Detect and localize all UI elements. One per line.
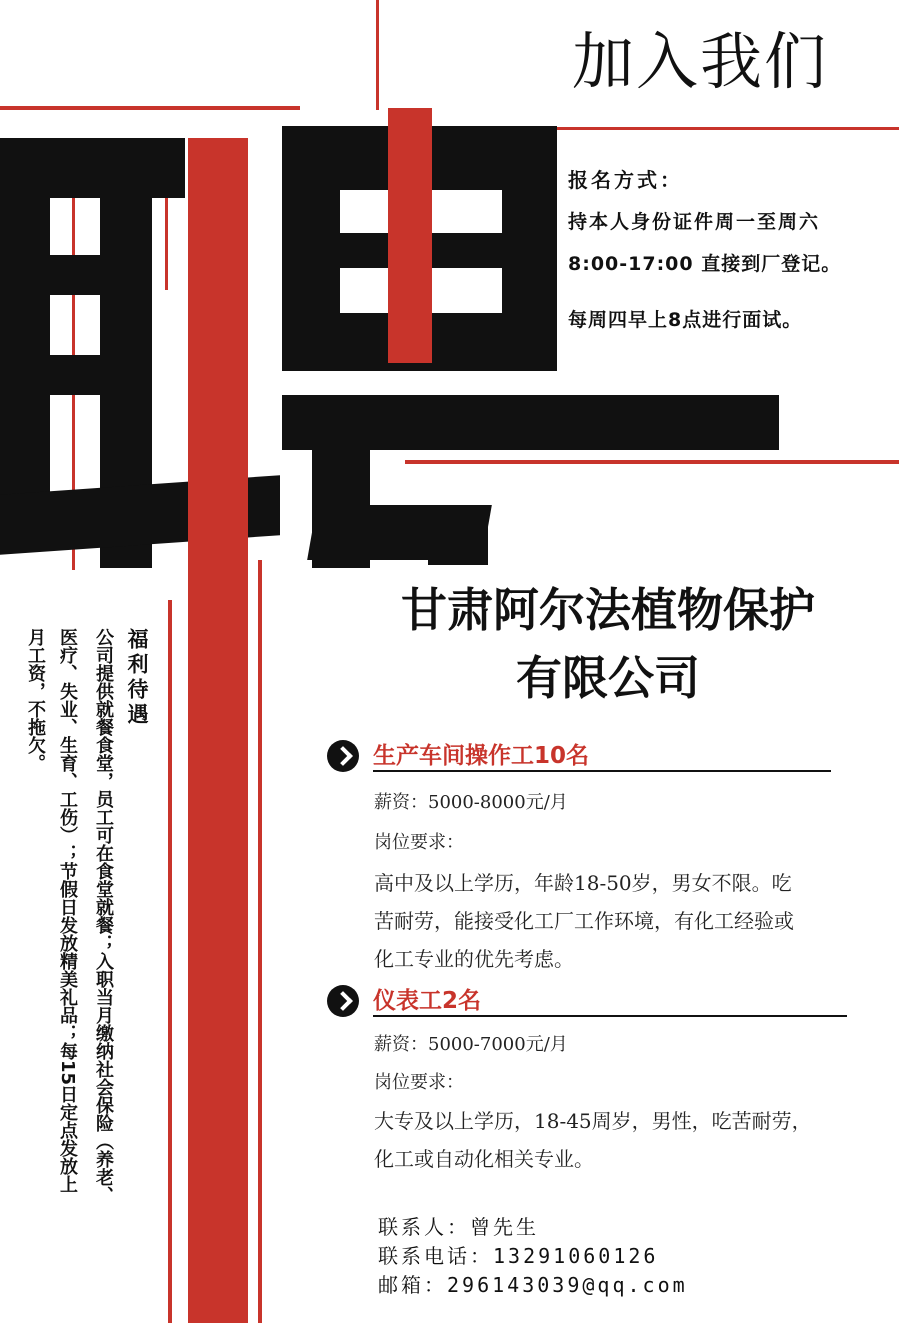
glyph-window xyxy=(430,190,502,233)
glyph-stroke xyxy=(428,505,488,565)
benefits-col2: 医疗、失业、生育、工伤）；节假日发放精美礼品；每15日定点发放上 xyxy=(57,628,78,1194)
glyph-stroke xyxy=(50,355,100,395)
registration-label: 报名方式： xyxy=(568,168,683,192)
job-title: 仪表工2名 xyxy=(373,988,482,1014)
job-salary: 薪资：5000-8000元/月 xyxy=(374,792,568,813)
red-bar-left xyxy=(188,138,248,1323)
job-section xyxy=(327,740,847,772)
chevron-right-icon xyxy=(327,985,359,1017)
red-bar-center xyxy=(388,108,432,363)
registration-line: 8:00-17:00 直接到厂登记。 xyxy=(568,253,842,275)
deco-vline-top xyxy=(376,0,379,110)
job-req-line: 苦耐劳，能接受化工厂工作环境，有化工经验或 xyxy=(374,909,794,933)
contact-phone[interactable]: 联系电话：13291060126 xyxy=(378,1244,659,1268)
job-title: 生产车间操作工10名 xyxy=(373,743,590,769)
glyph-stroke xyxy=(0,138,50,548)
job-header xyxy=(327,985,847,1017)
contact-email[interactable]: 邮箱：296143039@qq.com xyxy=(378,1273,688,1297)
deco-line-top-left xyxy=(0,106,300,110)
registration-block xyxy=(568,168,898,332)
company-name-line1: 甘肃阿尔法植物保护 xyxy=(401,583,815,637)
glyph-stroke xyxy=(50,255,100,295)
job-req-label: 岗位要求： xyxy=(374,832,464,853)
benefits-col1: 公司提供就餐食堂，员工可在食堂就餐；入职当月缴纳社会保险（养老、 xyxy=(93,628,114,1204)
job-req-line: 高中及以上学历，年龄18-50岁，男女不限。吃 xyxy=(374,871,792,895)
company-name-line2: 有限公司 xyxy=(516,651,700,705)
glyph-window xyxy=(430,268,502,313)
job-details xyxy=(374,1032,894,1178)
contact-person: 联系人：曾先生 xyxy=(378,1215,539,1239)
benefits-title: 福利待遇 xyxy=(125,628,149,728)
deco-vline-right-long xyxy=(258,560,262,1323)
job-details xyxy=(374,790,894,978)
registration-line: 每周四早上8点进行面试。 xyxy=(568,309,803,331)
benefits-col3: 月工资，不拖欠。 xyxy=(25,628,46,772)
job-section xyxy=(327,985,847,1017)
glyph-stroke xyxy=(282,395,779,450)
contact-block xyxy=(378,1213,688,1300)
deco-line-mid-right xyxy=(405,460,899,464)
deco-vline-left-long xyxy=(168,600,172,1323)
page-title: 加入我们 xyxy=(572,25,829,98)
job-req-line: 化工专业的优先考虑。 xyxy=(374,947,574,971)
job-req-line: 化工或自动化相关专业。 xyxy=(374,1147,594,1171)
company-name xyxy=(318,580,898,708)
job-req-line: 大专及以上学历，18-45周岁，男性，吃苦耐劳， xyxy=(374,1109,812,1133)
job-req-label: 岗位要求： xyxy=(374,1072,464,1093)
registration-line: 持本人身份证件周一至周六 xyxy=(568,211,821,233)
chevron-right-icon xyxy=(327,740,359,772)
job-salary: 薪资：5000-7000元/月 xyxy=(374,1034,568,1055)
job-header xyxy=(327,740,847,772)
